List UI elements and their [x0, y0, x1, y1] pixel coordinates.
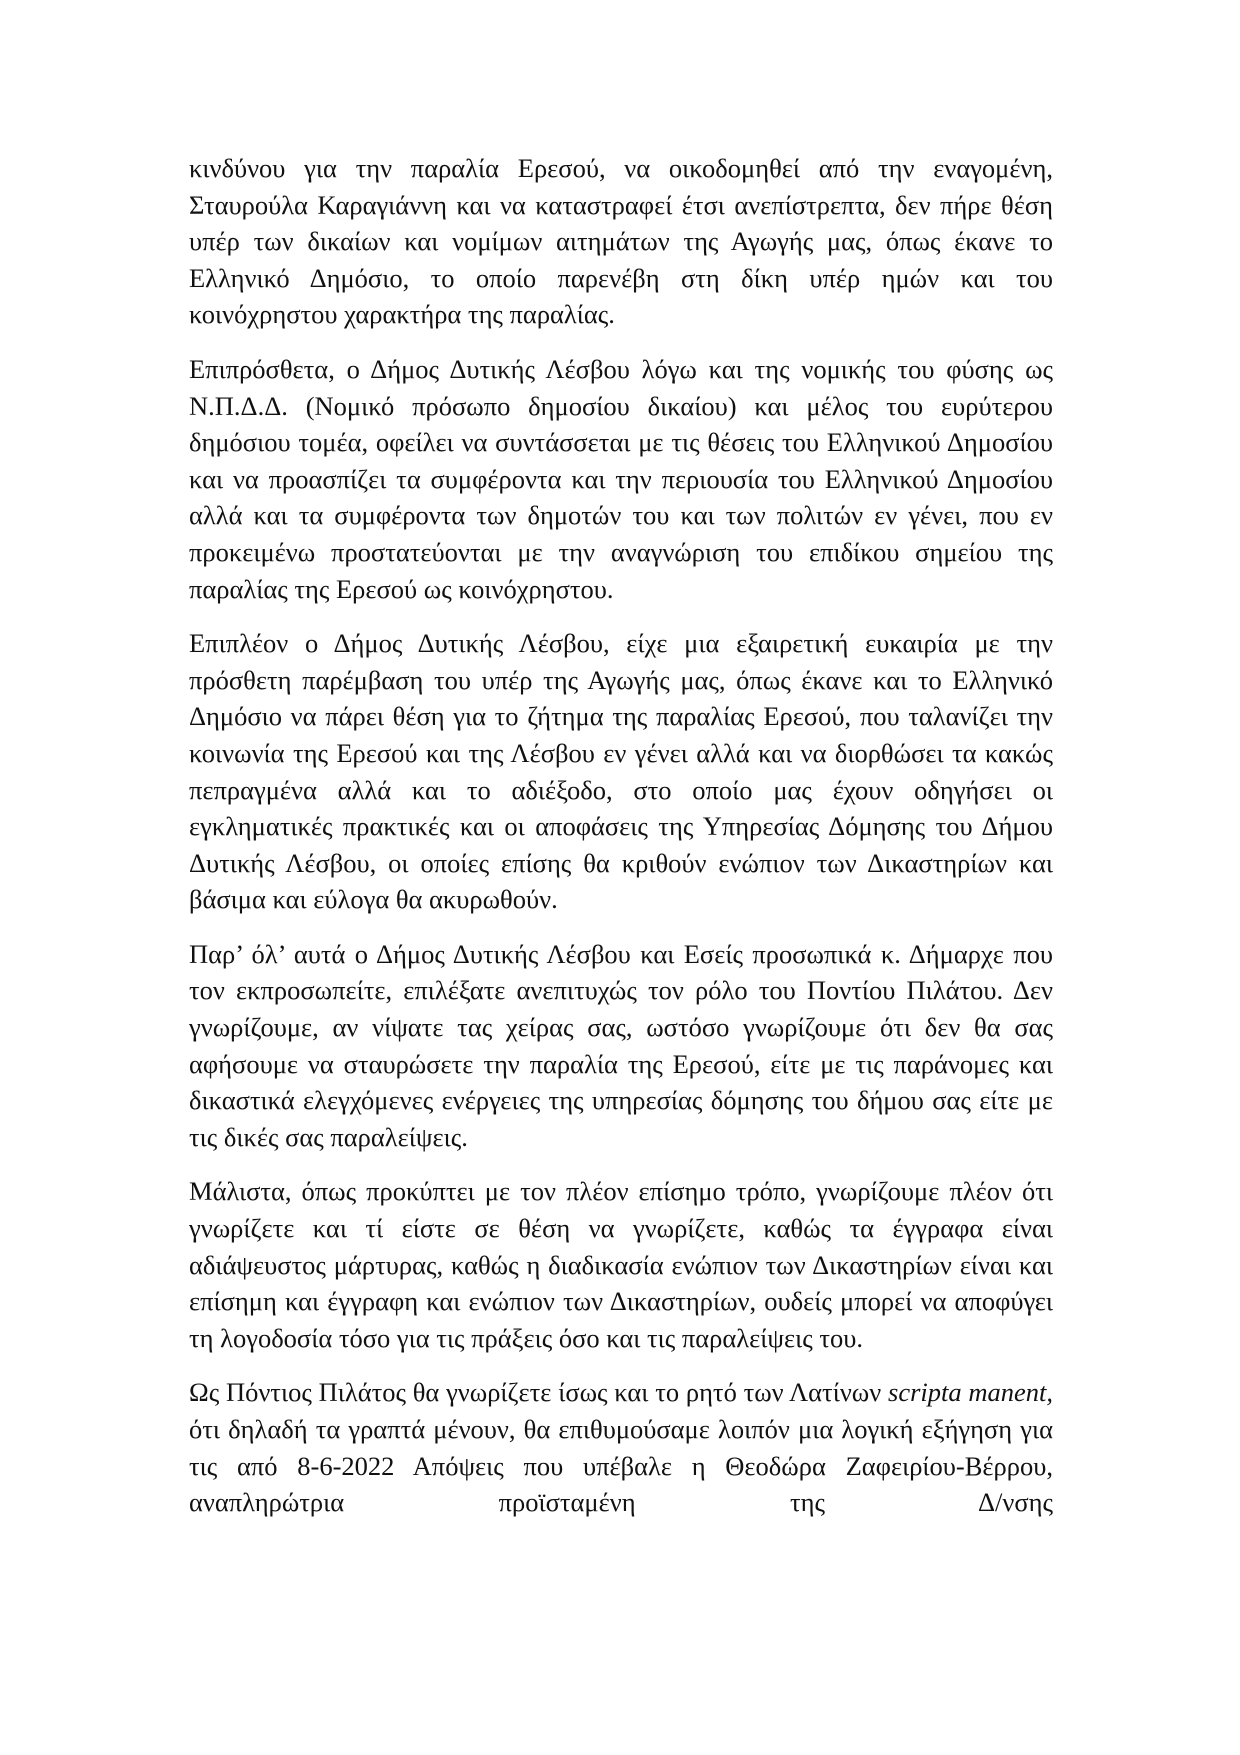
- paragraph-4-text: Παρ’ όλ’ αυτά ο Δήμος Δυτικής Λέσβου και Εσείς προσωπικά κ. Δήμαρχε που τον εκπροσωπείτε, επιλέξατε ανεπιτυχώς τον ρόλο του Ποντίου Πιλάτου. Δεν γνωρίζουμε, αν νίψατε τας χείρας σας, ωστόσο γνωρίζουμε ότι δεν θα σας αφήσουμε να σταυρώσετε την παραλία της Ερεσού, είτε με τις παράνομες και δικαστικά ελεγχόμενες ενέργειες της υπηρεσίας δόμησης του δήμου σας είτε με τις δικές σας παραλείψεις.: [189, 938, 1053, 1152]
- paragraph-4: [189, 936, 1053, 1156]
- paragraph-1: [189, 150, 1053, 333]
- body-text: [189, 150, 1053, 1521]
- paragraph-3-text: Επιπλέον ο Δήμος Δυτικής Λέσβου, είχε μια εξαιρετική ευκαιρία με την πρόσθετη παρέμβαση του υπέρ της Αγωγής μας, όπως έκανε και το Ελληνικό Δημόσιο να πάρει θέση για το ζήτημα της παραλίας Ερεσού, που ταλανίζει την κοινωνία της Ερεσού και της Λέσβου εν γένει αλλά και να διορθώσει τα κακώς πεπραγμένα αλλά και το αδιέξοδο, στο οποίο μας έχουν οδηγήσει οι εγκληματικές πρακτικές και οι αποφάσεις της Υπηρεσίας Δόμησης του Δήμου Δυτικής Λέσβου, οι οποίες επίσης θα κριθούν ενώπιον των Δικαστηρίων και βάσιμα και εύλογα θα ακυρωθούν.: [189, 628, 1053, 915]
- paragraph-1-text: κινδύνου για την παραλία Ερεσού, να οικοδομηθεί από την εναγομένη, Σταυρούλα Καραγιάννη και να καταστραφεί έτσι ανεπίστρεπτα, δεν πήρε θέση υπέρ των δικαίων και νομίμων αιτημάτων της Αγωγής μας, όπως έκανε το Ελληνικό Δημόσιο, το οποίο παρενέβη στη δίκη υπέρ ημών και του κοινόχρηστου χαρακτήρα της παραλίας.: [189, 153, 1053, 330]
- paragraph-2-text: Επιπρόσθετα, ο Δήμος Δυτικής Λέσβου λόγω και της νομικής του φύσης ως Ν.Π.Δ.Δ. (Νομικό πρόσωπο δημοσίου δικαίου) και μέλος του ευρύτερου δημόσιου τομέα, οφείλει να συντάσσεται με τις θέσεις του Ελληνικού Δημοσίου και να προασπίζει τα συμφέροντα και την περιουσία του Ελληνικού Δημοσίου αλλά και τα συμφέροντα των δημοτών του και των πολιτών εν γένει, που εν προκειμένω προστατεύονται με την αναγνώριση του επιδίκου σημείου της παραλίας της Ερεσού ως κοινόχρηστου.: [189, 353, 1053, 604]
- paragraph-6-text-end: ότι δηλαδή τα γραπτά μένουν, θα επιθυμούσαμε λοιπόν μια λογική εξήγηση για τις από 8-6-2022 Απόψεις που υπέβαλε η Θεοδώρα Ζαφειρίου-Βέρρου, αναπληρώτρια προϊσταμένη της Δ/νσης: [189, 1414, 1053, 1518]
- latin-phrase: scripta manent,: [888, 1377, 1054, 1408]
- paragraph-5: [189, 1173, 1053, 1356]
- paragraph-6-text-start: Ως Πόντιος Πιλάτος θα γνωρίζετε ίσως και το ρητό των Λατίνων: [189, 1377, 888, 1408]
- paragraph-5-text: Μάλιστα, όπως προκύπτει με τον πλέον επίσημο τρόπο, γνωρίζουμε πλέον ότι γνωρίζετε και τί είστε σε θέση να γνωρίζετε, καθώς τα έγγραφα είναι αδιάψευστος μάρτυρας, καθώς η διαδικασία ενώπιον των Δικαστηρίων είναι και επίσημη και έγγραφη και ενώπιον των Δικαστηρίων, ουδείς μπορεί να αποφύγει τη λογοδοσία τόσο για τις πράξεις όσο και τις παραλείψεις του.: [189, 1176, 1053, 1353]
- paragraph-6: [189, 1374, 1053, 1520]
- paragraph-3: [189, 625, 1053, 918]
- paragraph-2: [189, 351, 1053, 607]
